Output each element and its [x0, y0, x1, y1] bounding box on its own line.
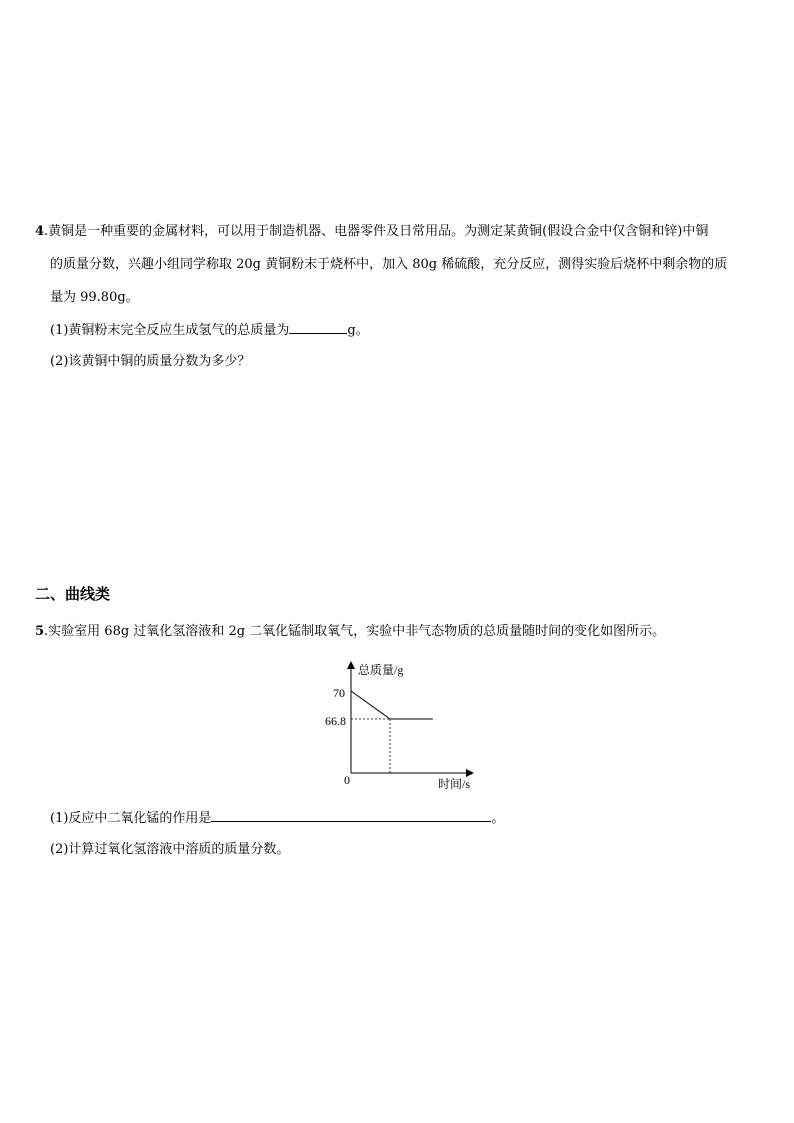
q5-sub1-suffix: 。: [491, 811, 505, 826]
mass-time-chart: [310, 655, 490, 795]
q5-sub2: (2)计算过氧化氢溶液中溶质的质量分数。: [50, 842, 290, 857]
q5-sub1: [50, 808, 504, 829]
q4-number: 4: [35, 224, 45, 239]
q4-stem-text-1: .黄铜是一种重要的金属材料，可以用于制造机器、电器零件及日常用品。为测定某黄铜(假设合金中仅含铜和锌)中铜: [44, 224, 709, 239]
q4-sub1: [50, 320, 369, 341]
x-axis-label: 时间/s: [438, 777, 471, 791]
q5-line-1: [35, 622, 665, 642]
q4-sub1-suffix: g。: [347, 323, 369, 338]
q5-sub1-answer-blank[interactable]: [211, 808, 491, 822]
y-tick-label-2: 66.8: [325, 714, 346, 728]
q4-line-3: 量为 99.80g。: [50, 290, 139, 305]
q4-line-2: 的质量分数，兴趣小组同学称取 20g 黄铜粉末于烧杯中，加入 80g 稀硫酸，充分反应，测得实验后烧杯中剩余物的质: [50, 257, 728, 272]
y-tick-label-1: 70: [333, 686, 345, 700]
q5-number: 5: [35, 624, 45, 639]
q5-sub1-text: (1)反应中二氧化锰的作用是: [50, 811, 212, 826]
q5-stem-text: .实验室用 68g 过氧化氢溶液和 2g 二氧化锰制取氧气，实验中非气态物质的总质量随时间的变化如图所示。: [44, 624, 666, 639]
q4-sub1-answer-blank[interactable]: [289, 320, 347, 334]
origin-label: 0: [344, 773, 350, 787]
q4-sub2: (2)该黄铜中铜的质量分数为多少？: [50, 354, 251, 369]
y-axis-label: 总质量/g: [358, 663, 404, 677]
series-line: [351, 691, 433, 719]
q4-sub1-text: (1)黄铜粉末完全反应生成氢气的总质量为: [50, 323, 290, 338]
q4-line-1: [35, 222, 708, 242]
section-heading: 二、曲线类: [35, 585, 111, 603]
